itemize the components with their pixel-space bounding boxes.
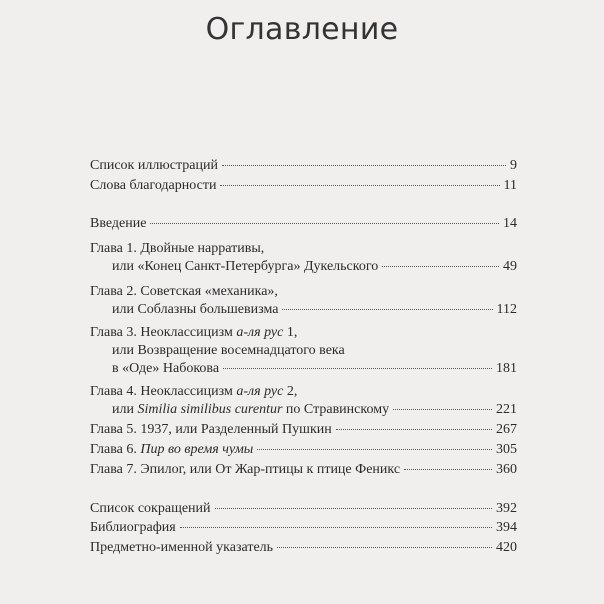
toc-entry-chapter-1[interactable]	[90, 240, 517, 276]
toc-entry-title: Глава 6. Пир во время чумы	[90, 442, 254, 457]
toc-entry-list-of-illustrations[interactable]	[90, 157, 517, 175]
toc-page-number: 392	[496, 501, 517, 516]
toc-entry-abbreviations[interactable]	[90, 500, 517, 518]
dot-leader	[257, 449, 492, 450]
toc-entry-title: Введение	[90, 216, 147, 231]
toc-entry-title: Глава 1. Двойные нарративы,	[90, 241, 265, 256]
toc-page-number: 11	[503, 178, 517, 193]
toc-entry-chapter-6[interactable]	[90, 441, 517, 459]
dot-leader	[222, 165, 506, 166]
toc-entry-title: Библиография	[90, 520, 176, 535]
toc-page-number: 49	[503, 259, 517, 274]
dot-leader	[404, 469, 492, 470]
dot-leader	[150, 223, 499, 224]
dot-leader	[180, 527, 492, 528]
italic-phrase: Пир во время чумы	[140, 442, 254, 457]
toc-entry-subtitle: или Возвращение восемнадцатого века	[112, 343, 345, 358]
italic-phrase: а-ля рус	[236, 384, 284, 399]
italic-phrase: а-ля рус	[236, 325, 284, 340]
toc-entry-chapter-5[interactable]	[90, 421, 517, 439]
toc-entry-introduction[interactable]	[90, 215, 517, 233]
italic-phrase: Similia similibus curentur	[137, 402, 283, 417]
dot-leader	[393, 409, 492, 410]
toc-page-number: 14	[503, 216, 517, 231]
dot-leader	[220, 185, 499, 186]
dot-leader	[336, 429, 492, 430]
toc-entry-title: Список иллюстраций	[90, 158, 218, 173]
page-title: Оглавление	[205, 12, 399, 47]
toc-page-number: 305	[496, 442, 517, 457]
toc-entry-title: Глава 2. Советская «механика»,	[90, 284, 278, 299]
toc-entry-subtitle: или Соблазны большевизма	[112, 302, 279, 317]
toc-entry-title: Слова благодарности	[90, 178, 217, 193]
toc-page-number: 360	[496, 462, 517, 477]
toc-page-number: 420	[496, 540, 517, 555]
dot-leader	[282, 309, 492, 310]
toc-entry-title: Список сокращений	[90, 501, 211, 516]
dot-leader	[382, 266, 499, 267]
dot-leader	[223, 368, 492, 369]
toc-entry-chapter-2[interactable]	[90, 283, 517, 319]
toc-entry-subtitle: или «Конец Санкт-Петербурга» Дукельского	[112, 259, 379, 274]
toc-entry-title: Глава 4. Неоклассицизм а-ля рус 2,	[90, 384, 298, 399]
dot-leader	[215, 508, 492, 509]
toc-entry-title: Предметно-именной указатель	[90, 540, 274, 555]
toc-entry-title: Глава 5. 1937, или Разделенный Пушкин	[90, 422, 332, 437]
toc-page-number: 112	[496, 302, 517, 317]
toc-entry-bibliography[interactable]	[90, 519, 517, 537]
toc-entry-acknowledgements[interactable]	[90, 177, 517, 195]
toc-page-number: 394	[496, 520, 517, 535]
toc-entry-subtitle: в «Оде» Набокова	[112, 361, 220, 376]
toc-entry-chapter-4[interactable]	[90, 383, 517, 419]
toc-page-number: 181	[496, 361, 517, 376]
toc-entry-index[interactable]	[90, 539, 517, 557]
toc-page-number: 221	[496, 402, 517, 417]
toc-entry-title: Глава 3. Неоклассицизм а-ля рус 1,	[90, 325, 298, 340]
toc-page-number: 267	[496, 422, 517, 437]
toc-entry-chapter-7[interactable]	[90, 461, 517, 479]
toc-entry-title: Глава 7. Эпилог, или От Жар-птицы к птице Феникс	[90, 462, 401, 477]
toc-entry-chapter-3[interactable]	[90, 324, 517, 378]
toc-page-number: 9	[510, 158, 517, 173]
dot-leader	[277, 547, 492, 548]
toc-entry-subtitle: или Similia similibus curentur по Стравинскому	[112, 402, 390, 417]
